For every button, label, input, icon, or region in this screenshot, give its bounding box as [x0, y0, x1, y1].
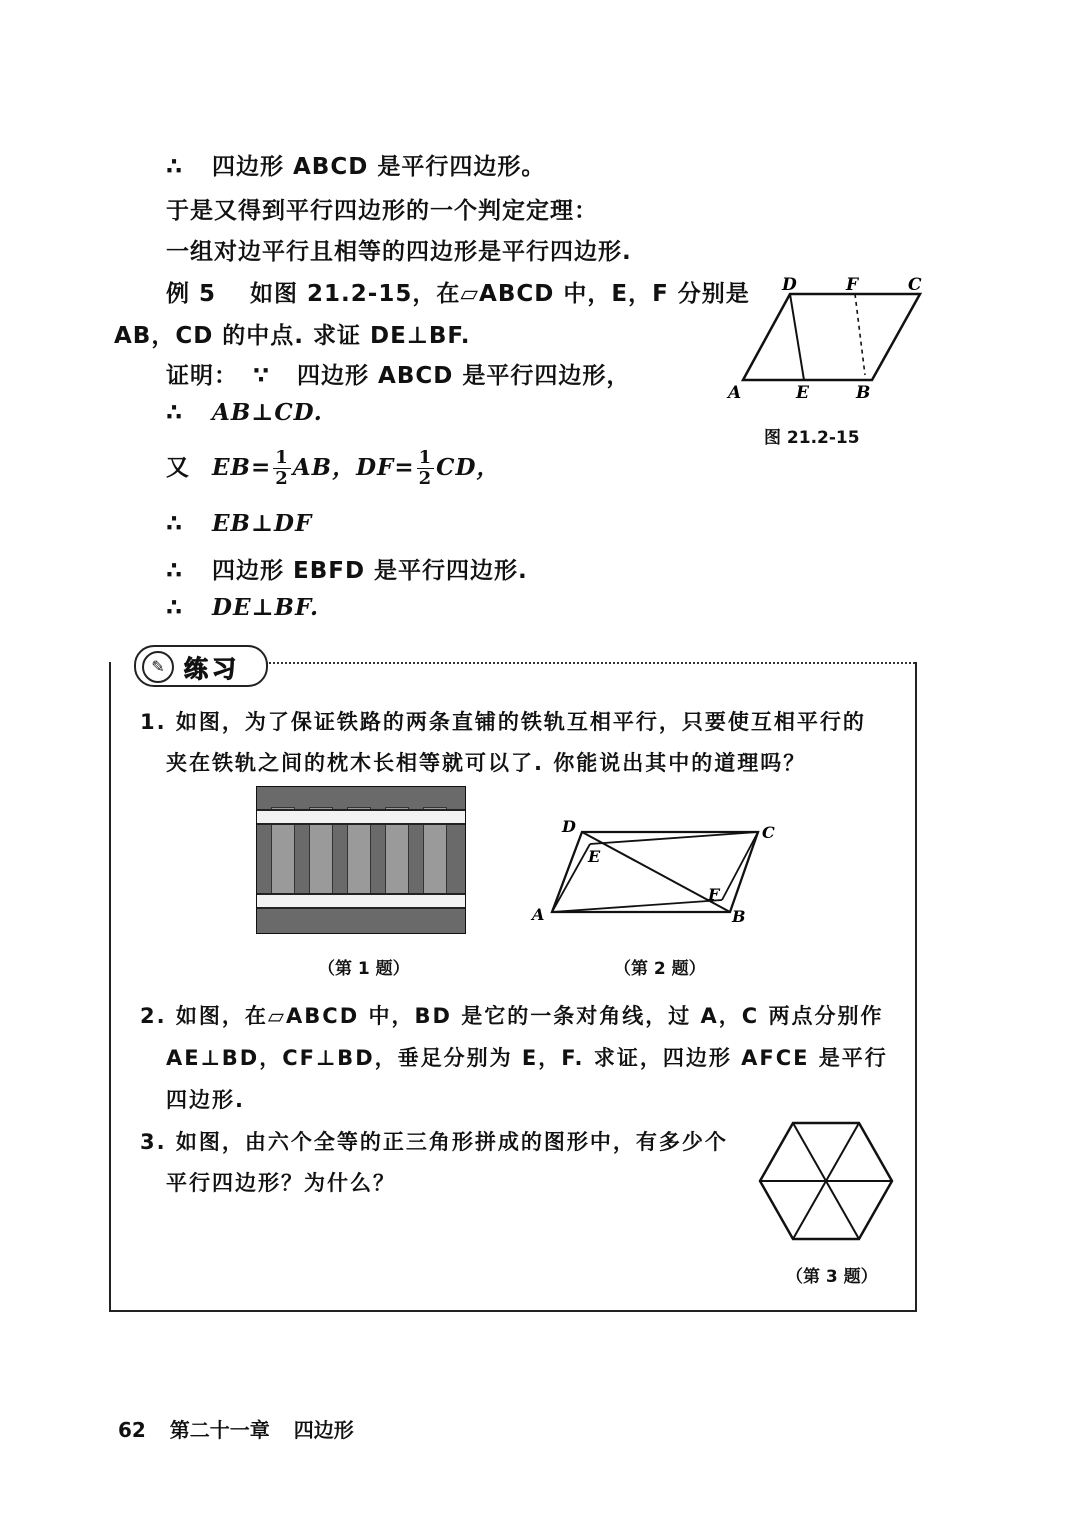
label-f: F	[846, 275, 859, 295]
conclusion-line	[166, 148, 545, 181]
therefore-symbol: ∴	[166, 558, 184, 584]
segment-cf	[722, 832, 758, 900]
segment-ce	[590, 832, 758, 844]
chapter-label: 第二十一章	[169, 1418, 270, 1442]
example-text: 如图 21.2-15，在▱ABCD 中，E，F 分别是	[250, 281, 750, 307]
parallelogram-abcd	[743, 294, 920, 380]
page-number: 62	[118, 1418, 146, 1442]
label-d: D	[782, 275, 797, 295]
segment-af	[552, 900, 722, 912]
theorem-intro: 于是又得到平行四边形的一个判定定理：	[166, 198, 598, 224]
question-2-line-2: AE⊥BD，CF⊥BD，垂足分别为 E，F. 求证，四边形 AFCE 是平行	[166, 1046, 888, 1070]
question-3-line-1: 3. 如图，由六个全等的正三角形拼成的图形中，有多少个	[140, 1130, 728, 1154]
question-2-figure	[526, 812, 786, 932]
label-a: A	[532, 905, 545, 924]
caption-question-1: （第 1 题）	[318, 959, 410, 979]
exercise-box-top-border	[266, 662, 915, 664]
proof-text-5: 四边形 EBFD 是平行四边形.	[212, 558, 528, 584]
fraction-numerator: 1	[275, 447, 289, 468]
because-symbol: ∵	[253, 363, 271, 389]
label-a: A	[728, 383, 742, 403]
label-d: D	[562, 817, 576, 836]
theorem-statement: 一组对边平行且相等的四边形是平行四边形.	[166, 239, 632, 265]
question-3-line-2: 平行四边形？为什么？	[166, 1171, 396, 1195]
caption-question-2: （第 2 题）	[614, 959, 706, 979]
fraction-half-2	[417, 448, 435, 489]
chapter-title: 四边形	[293, 1418, 354, 1442]
proof-text-6: DE⊥BF.	[212, 594, 320, 621]
proof-line-4	[166, 510, 312, 537]
caption-question-3: （第 3 题）	[786, 1267, 878, 1287]
proof-text-2: AB⊥CD.	[212, 399, 323, 426]
proof-line-2	[166, 399, 323, 426]
therefore-symbol: ∴	[166, 595, 184, 621]
proof-text-3c: CD，	[436, 454, 501, 481]
fraction-denominator: 2	[418, 468, 433, 489]
exercise-badge	[134, 645, 268, 687]
question-2-line-1: 2. 如图，在▱ABCD 中，BD 是它的一条对角线，过 A，C 两点分别作	[140, 1004, 884, 1028]
label-b: B	[856, 383, 871, 403]
proof-line-1	[166, 357, 630, 390]
pencil-icon: ✎	[142, 651, 174, 683]
railroad-picture	[256, 786, 466, 934]
label-f: F	[708, 885, 720, 904]
fraction-numerator: 1	[418, 447, 433, 468]
label-c: C	[762, 823, 775, 842]
label-b: B	[732, 907, 746, 926]
conclusion-text: 四边形 ABCD 是平行四边形。	[212, 154, 546, 180]
exercise-title: 练习	[184, 655, 240, 683]
question-2-line-3: 四边形.	[166, 1088, 245, 1112]
hexagon-figure	[756, 1120, 896, 1244]
proof-text-3b: AB，DF=	[292, 454, 415, 481]
proof-text-1: 四边形 ABCD 是平行四边形，	[297, 363, 631, 389]
label-e: E	[796, 383, 809, 403]
page-footer	[118, 1414, 354, 1443]
question-1-line-1: 1. 如图，为了保证铁路的两条直铺的铁轨互相平行，只要使互相平行的	[140, 710, 866, 734]
proof-line-5	[166, 552, 528, 585]
proof-line-6	[166, 594, 319, 621]
figure-caption: 图 21.2-15	[764, 428, 860, 448]
example-heading	[166, 275, 750, 308]
segment-de	[790, 294, 804, 380]
therefore-symbol: ∴	[166, 400, 184, 426]
label-c: C	[908, 275, 922, 295]
proof-line-3	[166, 448, 500, 489]
rail-top	[257, 809, 465, 825]
therefore-symbol: ∴	[166, 154, 184, 180]
example-text-2: AB，CD 的中点. 求证 DE⊥BF.	[114, 323, 471, 349]
also-symbol: 又	[166, 455, 190, 481]
rail-bottom	[257, 893, 465, 909]
segment-bf	[855, 294, 865, 375]
proof-text-4: EB⊥DF	[212, 510, 313, 537]
parallelogram-figure	[720, 270, 940, 410]
proof-label: 证明：	[166, 363, 238, 389]
proof-text-3a: EB=	[212, 454, 272, 481]
label-e: E	[588, 847, 601, 866]
example-label: 例 5	[166, 281, 217, 307]
segment-ae	[552, 844, 590, 912]
fraction-denominator: 2	[275, 468, 289, 489]
question-1-line-2: 夹在铁轨之间的枕木长相等就可以了. 你能说出其中的道理吗？	[166, 751, 807, 775]
fraction-half-1	[273, 448, 291, 489]
therefore-symbol: ∴	[166, 511, 184, 537]
